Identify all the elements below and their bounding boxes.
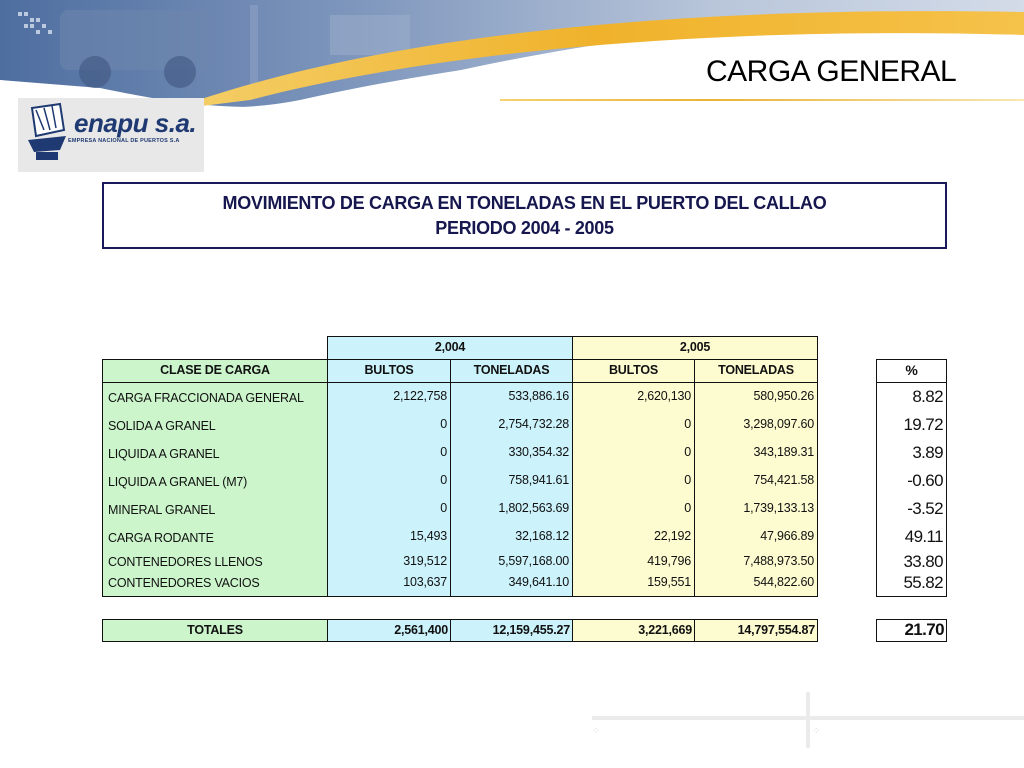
column-header-pct: % bbox=[876, 359, 947, 383]
row-bultos-2004: 0 bbox=[440, 473, 447, 487]
row-bultos-2005: 0 bbox=[684, 501, 691, 515]
row-bultos-2004: 319,512 bbox=[403, 554, 447, 568]
row-clase: MINERAL GRANEL bbox=[108, 503, 216, 517]
row-bultos-2005: 0 bbox=[684, 417, 691, 431]
row-bultos-2005: 22,192 bbox=[653, 529, 691, 543]
decorative-dots-icon: ⁘ bbox=[812, 726, 821, 737]
row-ton-2004: 2,754,732.28 bbox=[498, 417, 569, 431]
row-ton-2005: 544,822.60 bbox=[753, 575, 814, 589]
decorative-dots-icon: ⁘ bbox=[592, 726, 601, 737]
row-ton-2005: 7,488,973.50 bbox=[743, 554, 814, 568]
row-ton-2005: 3,298,097.60 bbox=[743, 417, 814, 431]
row-ton-2005: 1,739,133.13 bbox=[743, 501, 814, 515]
row-pct: 8.82 bbox=[912, 387, 943, 406]
logo-wordmark: enapu s.a. bbox=[74, 108, 197, 138]
row-ton-2005: 343,189.31 bbox=[753, 445, 814, 459]
column-header-toneladas-2004: TONELADAS bbox=[450, 359, 573, 383]
year-header-2004: 2,004 bbox=[327, 336, 573, 360]
row-ton-2004: 330,354.32 bbox=[508, 445, 569, 459]
row-bultos-2004: 15,493 bbox=[409, 529, 447, 543]
row-ton-2004: 5,597,168.00 bbox=[498, 554, 569, 568]
totals-pct: 21.70 bbox=[876, 619, 947, 642]
row-bultos-2004: 0 bbox=[440, 445, 447, 459]
row-ton-2004: 32,168.12 bbox=[515, 529, 569, 543]
row-pct: 33.80 bbox=[903, 552, 943, 571]
row-pct: -3.52 bbox=[907, 499, 943, 518]
row-ton-2005: 47,966.89 bbox=[760, 529, 814, 543]
row-bultos-2005: 159,551 bbox=[647, 575, 691, 589]
row-pct: -0.60 bbox=[907, 471, 943, 490]
totals-ton-2005: 14,797,554.87 bbox=[694, 619, 818, 642]
decorative-line bbox=[806, 692, 810, 748]
row-pct: 49.11 bbox=[904, 527, 943, 546]
row-clase: SOLIDA A GRANEL bbox=[108, 419, 216, 433]
title-underline bbox=[500, 99, 1024, 101]
column-header-bultos-2004: BULTOS bbox=[327, 359, 451, 383]
row-clase: CONTENEDORES LLENOS bbox=[108, 555, 263, 569]
row-bultos-2004: 103,637 bbox=[403, 575, 447, 589]
row-clase: CARGA RODANTE bbox=[108, 531, 214, 545]
row-bultos-2005: 0 bbox=[684, 445, 691, 459]
row-ton-2004: 349,641.10 bbox=[508, 575, 569, 589]
totals-ton-2004: 12,159,455.27 bbox=[450, 619, 573, 642]
document-period: PERIODO 2004 - 2005 bbox=[435, 218, 614, 238]
row-bultos-2005: 0 bbox=[684, 473, 691, 487]
row-pct: 55.82 bbox=[903, 573, 943, 592]
row-bultos-2005: 419,796 bbox=[647, 554, 691, 568]
row-pct: 19.72 bbox=[903, 415, 943, 434]
row-ton-2004: 758,941.61 bbox=[508, 473, 569, 487]
row-ton-2005: 580,950.26 bbox=[753, 389, 814, 403]
row-clase: LIQUIDA A GRANEL bbox=[108, 447, 220, 461]
row-clase: CONTENEDORES VACIOS bbox=[108, 576, 260, 590]
column-header-bultos-2005: BULTOS bbox=[572, 359, 695, 383]
logo-subtitle: EMPRESA NACIONAL DE PUERTOS S.A bbox=[68, 138, 180, 144]
row-ton-2004: 533,886.16 bbox=[508, 389, 569, 403]
totals-label: TOTALES bbox=[102, 619, 328, 642]
slide-title: CARGA GENERAL bbox=[706, 55, 957, 88]
row-ton-2004: 1,802,563.69 bbox=[498, 501, 569, 515]
row-bultos-2004: 2,122,758 bbox=[393, 389, 447, 403]
document-title: MOVIMIENTO DE CARGA EN TONELADAS EN EL PUERTO DEL CALLAO bbox=[222, 193, 827, 213]
row-bultos-2005: 2,620,130 bbox=[637, 389, 691, 403]
ship-emblem-icon bbox=[24, 100, 70, 164]
column-header-toneladas-2005: TONELADAS bbox=[694, 359, 818, 383]
row-bultos-2004: 0 bbox=[440, 417, 447, 431]
row-clase: LIQUIDA A GRANEL (M7) bbox=[108, 475, 248, 489]
row-pct: 3.89 bbox=[912, 443, 943, 462]
year-header-2005: 2,005 bbox=[572, 336, 818, 360]
totals-bultos-2004: 2,561,400 bbox=[327, 619, 451, 642]
row-ton-2005: 754,421.58 bbox=[753, 473, 814, 487]
row-clase: CARGA FRACCIONADA GENERAL bbox=[108, 391, 304, 405]
enapu-logo bbox=[24, 100, 200, 170]
document-title-box bbox=[102, 182, 947, 249]
row-bultos-2004: 0 bbox=[440, 501, 447, 515]
totals-bultos-2005: 3,221,669 bbox=[572, 619, 695, 642]
column-header-clase: CLASE DE CARGA bbox=[102, 359, 328, 383]
